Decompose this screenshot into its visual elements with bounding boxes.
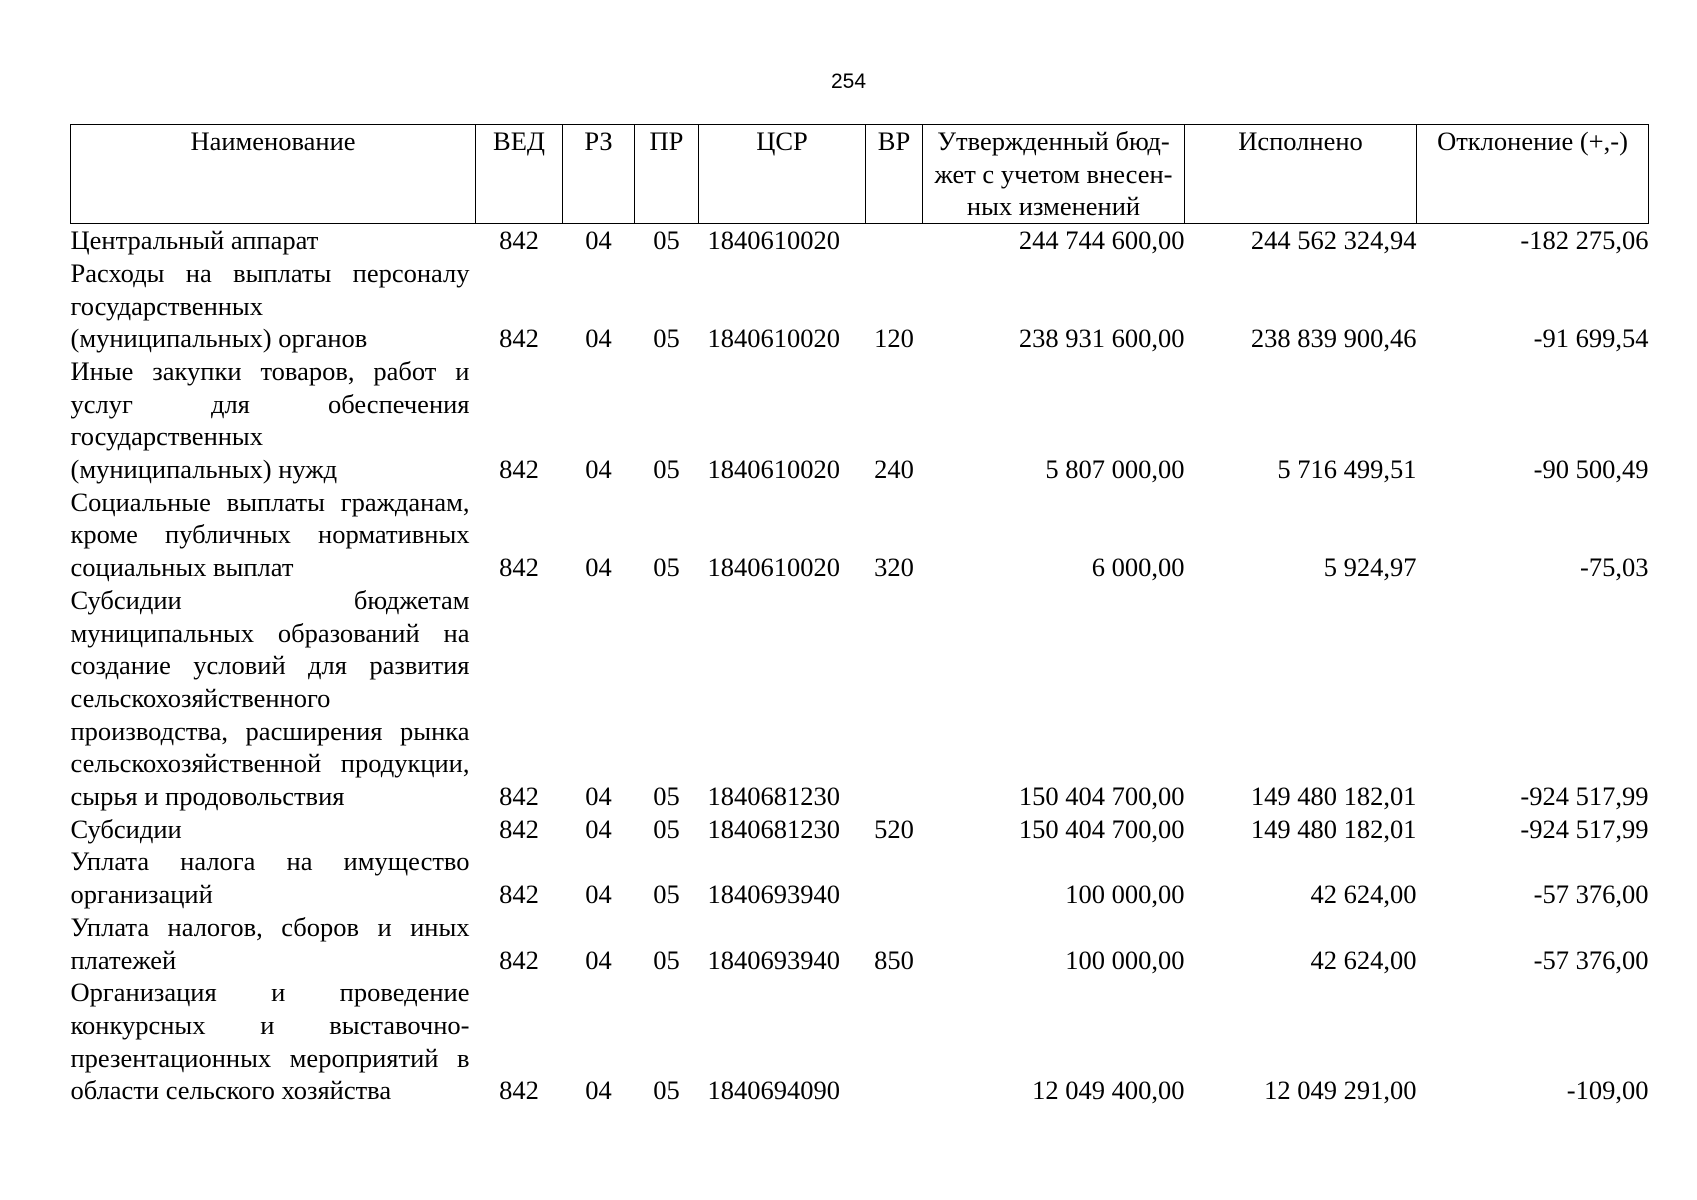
row-deviation: -57 376,00 [1533,944,1649,975]
row-csr: 1840693940 [707,944,840,975]
table-row [71,911,1649,976]
row-pr: 05 [653,454,680,485]
row-approved: 6 000,00 [1091,552,1185,583]
row-executed: 42 624,00 [1310,944,1417,975]
page-number: 254 [830,70,867,93]
row-ved: 842 [499,813,539,844]
row-name: Иные закупки товаров, работ и услуг для обеспечения государственных (муниципальных) нужд [70,355,470,485]
table-row [71,486,1649,584]
row-ved: 842 [499,323,539,354]
row-deviation: -924 517,99 [1520,813,1649,844]
row-deviation: -182 275,06 [1520,225,1649,256]
row-csr: 1840681230 [707,781,840,812]
row-pr: 05 [653,781,680,812]
row-approved: 100 000,00 [1065,879,1185,910]
row-approved: 150 404 700,00 [1018,813,1185,844]
row-vr: 120 [874,323,914,354]
row-name: Организация и проведение конкурсных и выставочно-презентационных мероприятий в области сельского хозяйства [70,977,470,1106]
row-pr: 05 [653,813,680,844]
header-deviation: Отклонение (+,-) [1417,125,1649,224]
row-csr: 1840610020 [707,454,840,485]
row-approved: 100 000,00 [1065,944,1185,975]
table-row [71,355,1649,486]
row-csr: 1840610020 [707,552,840,583]
header-vr: ВР [866,125,923,224]
header-rz: РЗ [563,125,635,224]
row-executed: 12 049 291,00 [1264,1075,1417,1106]
row-rz: 04 [585,323,612,354]
row-approved: 244 744 600,00 [1018,225,1185,256]
table-row [71,976,1649,1107]
row-executed: 5 716 499,51 [1277,454,1417,485]
row-executed: 42 624,00 [1310,879,1417,910]
row-csr: 1840693940 [707,879,840,910]
row-deviation: -109,00 [1566,1075,1649,1106]
row-pr: 05 [653,552,680,583]
row-name: Субсидии [70,813,182,844]
row-csr: 1840694090 [707,1075,840,1106]
table-row [71,257,1649,355]
row-ved: 842 [499,1075,539,1106]
row-ved: 842 [499,781,539,812]
header-ved: ВЕД [476,125,563,224]
row-pr: 05 [653,323,680,354]
row-csr: 1840610020 [707,323,840,354]
row-name: Социальные выплаты гражданам, кроме публичных нормативных социальных выплат [70,486,470,583]
row-executed: 149 480 182,01 [1250,813,1417,844]
header-approved-budget: Утвержденный бюд-жет с учетом внесен-ных изменений [923,125,1185,224]
table-row [71,845,1649,910]
row-vr [866,845,923,910]
row-approved: 150 404 700,00 [1018,781,1185,812]
row-pr: 05 [653,944,680,975]
row-ved: 842 [499,552,539,583]
header-executed: Исполнено [1185,125,1417,224]
row-executed: 5 924,97 [1323,552,1417,583]
row-deviation: -924 517,99 [1520,781,1649,812]
row-name: Субсидии бюджетам муниципальных образований на создание условий для развития сельскохозяйственного производства, расширения рынка сельскохозяйственной продукции, сырья и продовольствия [70,584,470,812]
row-executed: 238 839 900,46 [1250,323,1417,354]
table-row [71,584,1649,813]
row-pr: 05 [653,225,680,256]
row-name: Уплата налога на имущество организаций [70,846,470,910]
row-rz: 04 [585,813,612,844]
row-approved: 5 807 000,00 [1045,454,1185,485]
row-rz: 04 [585,225,612,256]
row-name: Уплата налогов, сборов и иных платежей [70,911,470,975]
row-rz: 04 [585,1075,612,1106]
row-approved: 238 931 600,00 [1018,323,1185,354]
row-rz: 04 [585,454,612,485]
table-row [71,224,1649,257]
row-deviation: -90 500,49 [1533,454,1649,485]
row-name: Центральный аппарат [70,225,319,256]
row-rz: 04 [585,944,612,975]
table-header-row [71,125,1649,224]
row-pr: 05 [653,1075,680,1106]
table-row [71,813,1649,846]
row-vr [866,584,923,813]
row-vr: 520 [874,813,914,844]
row-vr [866,224,923,257]
row-csr: 1840681230 [707,813,840,844]
row-rz: 04 [585,552,612,583]
row-approved: 12 049 400,00 [1032,1075,1185,1106]
row-vr: 850 [874,944,914,975]
row-vr: 320 [874,552,914,583]
row-csr: 1840610020 [707,225,840,256]
row-rz: 04 [585,879,612,910]
row-deviation: -91 699,54 [1533,323,1649,354]
row-ved: 842 [499,454,539,485]
header-csr: ЦСР [699,125,866,224]
row-pr: 05 [653,879,680,910]
row-ved: 842 [499,879,539,910]
row-rz: 04 [585,781,612,812]
row-ved: 842 [499,944,539,975]
row-executed: 244 562 324,94 [1250,225,1417,256]
row-vr: 240 [874,454,914,485]
row-deviation: -75,03 [1580,552,1649,583]
row-executed: 149 480 182,01 [1250,781,1417,812]
budget-execution-table [70,124,1649,1107]
header-name: Наименование [71,125,476,224]
row-deviation: -57 376,00 [1533,879,1649,910]
row-ved: 842 [499,225,539,256]
row-name: Расходы на выплаты персоналу государственных (муниципальных) органов [70,257,470,354]
row-vr [866,976,923,1107]
header-pr: ПР [635,125,699,224]
